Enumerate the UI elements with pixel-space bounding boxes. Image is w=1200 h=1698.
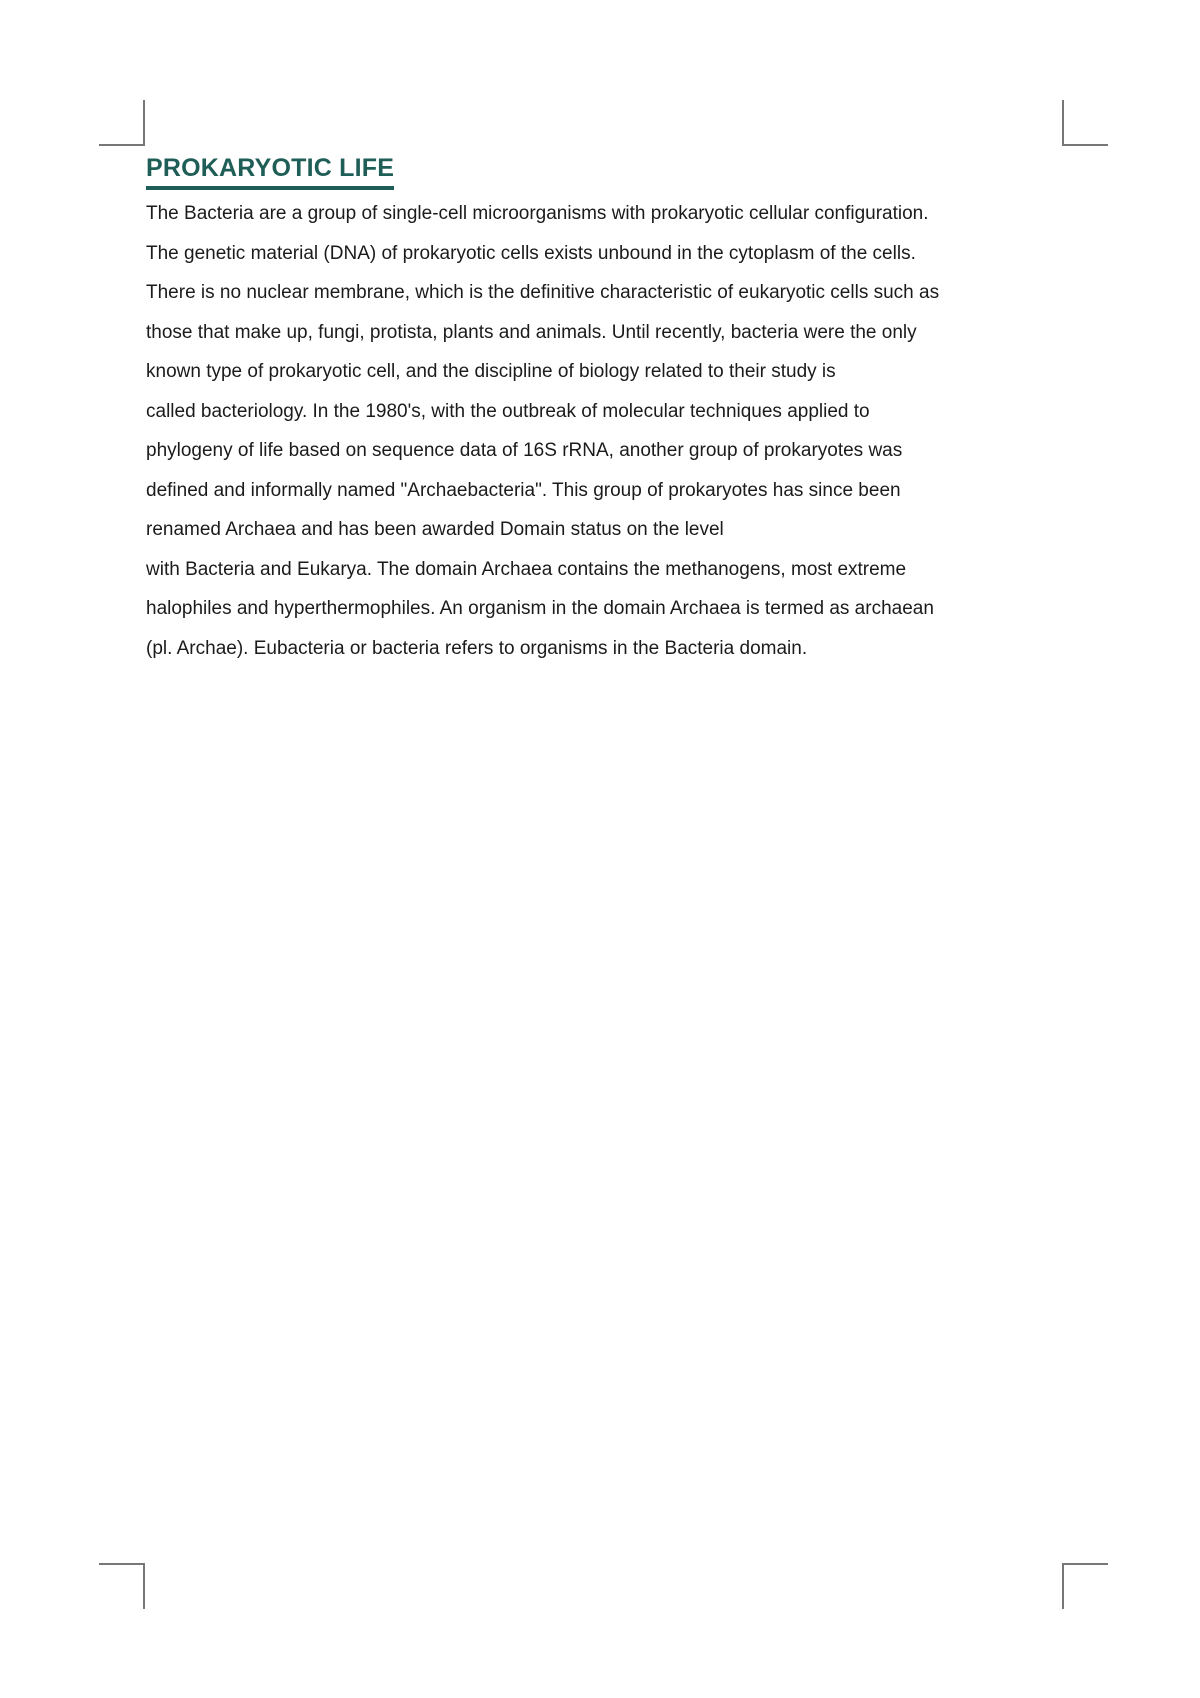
crop-mark-bottom-left [99, 1563, 145, 1609]
paragraph-line: (pl. Archae). Eubacteria or bacteria refers to organisms in the Bacteria domain. [146, 637, 808, 659]
crop-mark-top-right [1062, 100, 1108, 146]
paragraph-line: There is no nuclear membrane, which is the definitive characteristic of eukaryotic cells such as [146, 282, 940, 303]
paragraph-line: renamed Archaea and has been awarded Domain status on the level [146, 519, 724, 540]
body-paragraph [146, 194, 1046, 668]
crop-mark-top-left [99, 100, 145, 146]
paragraph-line: The Bacteria are a group of single-cell microorganisms with prokaryotic cellular configuration. [146, 203, 929, 224]
page-content [146, 152, 1046, 668]
paragraph-line: known type of prokaryotic cell, and the discipline of biology related to their study is [146, 361, 836, 382]
paragraph-line: defined and informally named "Archaebacteria". This group of prokaryotes has since been [146, 479, 901, 501]
paragraph-line: The genetic material (DNA) of prokaryotic cells exists unbound in the cytoplasm of the cells. [146, 242, 916, 264]
page-title: PROKARYOTIC LIFE [146, 152, 394, 190]
paragraph-line: those that make up, fungi, protista, plants and animals. Until recently, bacteria were the only [146, 321, 917, 343]
paragraph-line: phylogeny of life based on sequence data of 16S rRNA, another group of prokaryotes was [146, 440, 903, 461]
paragraph-line: with Bacteria and Eukarya. The domain Archaea contains the methanogens, most extreme [146, 558, 907, 580]
crop-mark-bottom-right [1062, 1563, 1108, 1609]
paragraph-line: halophiles and hyperthermophiles. An organism in the domain Archaea is termed as archaean [146, 598, 934, 619]
paragraph-line: called bacteriology. In the 1980's, with the outbreak of molecular techniques applied to [146, 400, 870, 422]
